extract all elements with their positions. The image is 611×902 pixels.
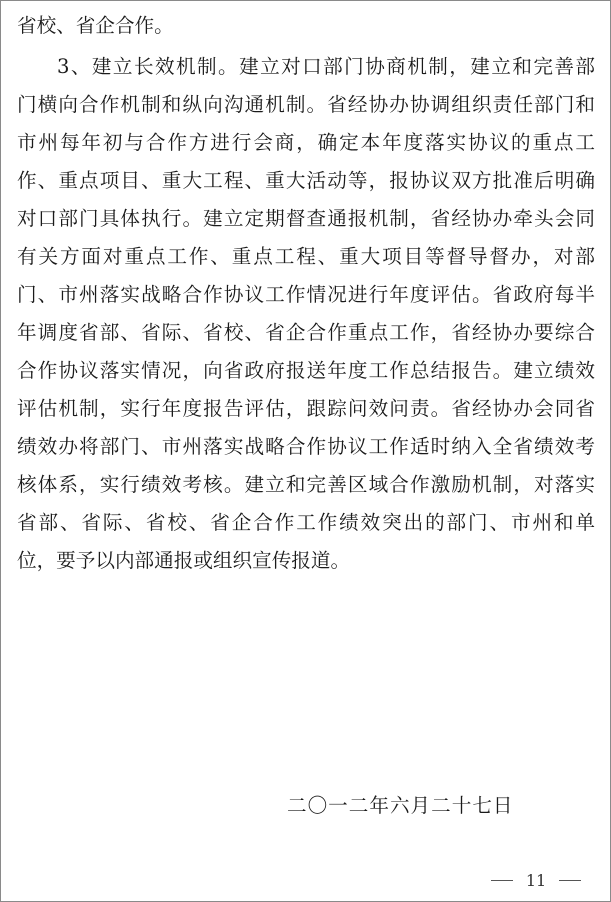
text-line: 绩效办将部门、市州落实战略合作协议工作适时纳入全省绩效考 — [17, 435, 595, 458]
text-line: 门横向合作机制和纵向沟通机制。省经协办协调组织责任部门和 — [17, 93, 595, 116]
text-line: 评估机制，实行年度报告评估，跟踪问效问责。省经协办会同省 — [17, 397, 595, 420]
dash-left — [491, 880, 513, 881]
text-line: 对口部门具体执行。建立定期督查通报机制，省经协办牵头会同 — [17, 207, 595, 230]
text-line: 核体系，实行绩效考核。建立和完善区域合作激励机制，对落实 — [17, 473, 595, 496]
text-line: 3、建立长效机制。建立对口部门协商机制，建立和完善部 — [57, 55, 595, 78]
document-date: 二〇一二年六月二十七日 — [287, 794, 514, 817]
text-line: 省部、省际、省校、省企合作工作绩效突出的部门、市州和单 — [17, 511, 595, 534]
text-line: 年调度省部、省际、省校、省企合作重点工作，省经协办要综合 — [17, 321, 595, 344]
text-line: 位，要予以内部通报或组织宣传报道。 — [17, 549, 351, 572]
dash-right — [559, 880, 581, 881]
text-line: 合作协议落实情况，向省政府报送年度工作总结报告。建立绩效 — [17, 359, 595, 382]
text-line: 门、市州落实战略合作协议工作情况进行年度评估。省政府每半 — [17, 283, 595, 306]
page-number: 11 — [525, 870, 547, 890]
text-line: 作、重点项目、重大工程、重大活动等，报协议双方批准后明确 — [17, 169, 595, 192]
text-line: 省校、省企合作。 — [17, 14, 174, 37]
text-line: 市州每年初与合作方进行会商，确定本年度落实协议的重点工 — [17, 131, 595, 154]
page-number-footer — [491, 868, 581, 892]
text-line: 有关方面对重点工作、重点工程、重大项目等督导督办，对部 — [17, 245, 595, 268]
